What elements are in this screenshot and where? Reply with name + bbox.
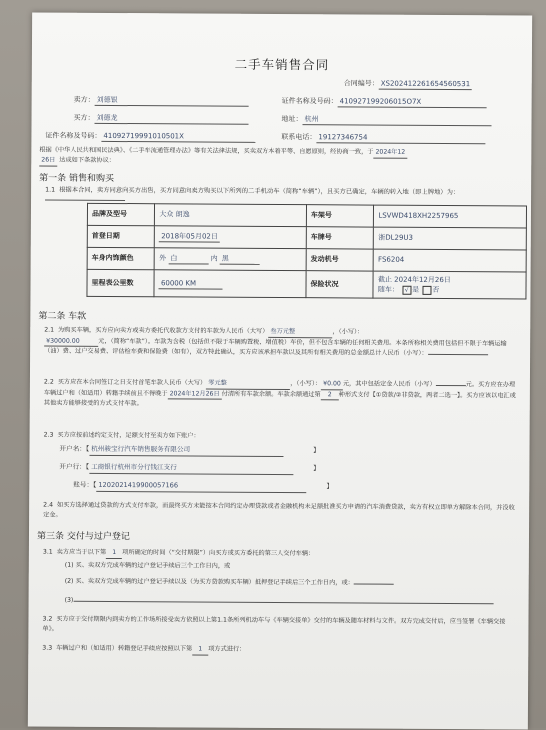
article-1-title: 第一条 销售和购买 [39, 173, 115, 184]
address-label: 地址： [281, 115, 303, 124]
clause-2-2-text-e: 付清所有车款余额。车款余额通过第 [221, 390, 321, 398]
bracket-close: 】 [313, 464, 320, 473]
clause-3-2 [42, 615, 516, 637]
clause-3-3-text-a: 车辆过户和（如适用）转籍登记手续应按照以下第 [56, 644, 193, 653]
delivery-option-1: (1) 买、卖双方完成车辆的过户登记手续后三个工作日内，或 [64, 561, 231, 570]
color-value [155, 248, 307, 271]
reg-date-label: 首登日期 [87, 225, 155, 247]
clause-2-2 [44, 378, 518, 412]
page-title: 二手车销售合同 [234, 56, 330, 73]
preamble-text: 根据《中华人民共和国民法典》、《二手车流通管理办法》等有关法律法规，买卖双方本着平等、自愿原则，经协商一致，于 [39, 146, 374, 156]
preamble-date-day: 26日 [39, 157, 57, 167]
contract-page [28, 12, 532, 729]
vin-value: LSVWD418XH2257965 [374, 205, 527, 228]
deposit-blank [436, 385, 466, 386]
account-number-row [73, 481, 333, 493]
buyer-id-row [45, 131, 255, 143]
contract-number-row [344, 78, 472, 90]
delivery-option-2-blank [354, 583, 394, 584]
clause-2-4-number: 2.4 [43, 501, 54, 509]
clause-2-3 [44, 432, 200, 442]
clause-3-3-text-b: 项方式进行： [208, 645, 246, 653]
insurance-follow-label: 随车： [377, 285, 399, 294]
account-name: 杭州骏宝行汽车销售服务有限公司 [89, 445, 283, 457]
delivery-option-3 [65, 597, 494, 609]
mileage-text: 60000 KM [159, 278, 223, 290]
payment-method-option: 2 [321, 390, 339, 401]
delivery-option-3-blank [73, 601, 493, 605]
buyer-id-label: 证件名称及号码： [45, 131, 102, 140]
insurance-yes-checkbox[interactable]: √ [402, 285, 411, 294]
color-in-prefix: 内 [210, 254, 218, 263]
phone-value: 19127346754 [316, 132, 485, 144]
seller-id-label: 证件名称及号码： [281, 97, 338, 106]
delivery-option-2 [65, 578, 394, 589]
clause-3-1 [43, 549, 314, 561]
transfer-option: 1 [192, 645, 208, 655]
plate-location-blank [45, 200, 125, 201]
seller-id: 410927199206015O7X [338, 96, 487, 108]
engine-value: FS6204 [374, 249, 527, 272]
clause-2-2-text-f: 种形式支付【①贷款/②非贷款，两者二选一】。买方应该以电汇或其他卖方能够接受的方式支付车款。 [43, 390, 516, 408]
account-bank-row [59, 463, 319, 475]
buyer-name: 刘德龙 [95, 113, 249, 125]
account-number: 1202021419900057166 [96, 481, 306, 493]
buyer-row [74, 113, 249, 125]
table-row [87, 247, 526, 272]
insurance-value [373, 271, 526, 299]
insurance-no-checkbox[interactable] [422, 286, 431, 295]
clause-3-2-number: 3.2 [42, 615, 53, 623]
buyer-label: 买方： [73, 113, 95, 122]
seller-name: 刘德银 [95, 95, 249, 107]
address-value: 杭州 [303, 114, 492, 126]
seller-row [74, 95, 249, 107]
delivery-option-3-text: (3) [64, 596, 74, 604]
account-bank: 工商银行杭州市分行钱江支行 [89, 463, 293, 475]
preamble-end: 达成如下条款协议： [59, 156, 116, 164]
down-payment-upper: 零元整 [206, 379, 290, 390]
seller-label: 卖方： [73, 95, 95, 104]
engine-label: 发动机号 [306, 249, 374, 271]
clause-3-1-text-b: 项所确定的时间（“交付期限”）向买方或买方委托的第三人交付车辆： [122, 549, 315, 558]
brand-value: 大众 朗逸 [155, 204, 307, 227]
clause-3-3-number: 3.3 [42, 644, 53, 652]
account-name-row [59, 445, 319, 457]
down-payment-lower: ¥0.00 [321, 379, 343, 390]
buyer-id: 41092719991010501X [101, 131, 255, 143]
color-label: 车身内饰颜色 [87, 247, 155, 269]
clause-2-1-text-a: 为购买车辆，买方应向卖方或卖方委托代收款方支付的车款为人民币（大写） [58, 326, 269, 335]
mileage-label: 里程表公里数 [87, 269, 155, 297]
clause-2-2-text-b: ，（小写）： [290, 380, 322, 388]
clause-2-2-text-d: 元。买方应在办理车辆过户和（如适用）转籍手续前且不得晚于 [43, 381, 516, 397]
preamble [39, 147, 509, 170]
plate-label: 车牌号 [306, 227, 374, 249]
bracket-close: 】 [313, 446, 320, 455]
clause-1-1-text: 根据本合同，卖方同意向买方出售，买方同意向卖方购买以下所列的二手机动车（简称“车辆”），且买方已确定，车辆的转入地（即上牌地）为： [59, 186, 460, 197]
clause-2-1-text-b: ，（小写）： [332, 328, 364, 336]
bracket-close: 】 [326, 482, 333, 491]
clause-3-1-number: 3.1 [42, 548, 53, 556]
preamble-date: 2024年12 [373, 149, 407, 159]
phone-label: 联系电话： [281, 133, 317, 142]
vin-label: 车架号 [306, 205, 374, 227]
mileage-value [154, 270, 306, 298]
clause-2-3-number: 2.3 [43, 431, 54, 439]
article-3-title: 第三条 交付与过户登记 [36, 531, 130, 543]
color-in: 黑 [220, 254, 260, 265]
clause-2-1 [44, 326, 518, 360]
insurance-label: 保险状况 [306, 271, 374, 299]
reg-date-value [155, 226, 307, 249]
seller-id-row [282, 96, 487, 108]
clause-2-4-text: 如买方选择通过贷款的方式支付车款，而最终买方未能按本合同约定办理贷款或者金融机构未足额批准买方申请的汽车消费贷款，卖方有权立即单方解除本合同，并没收定金。 [43, 501, 515, 519]
account-name-label: 开户名：【 [59, 444, 90, 453]
color-out: 白 [168, 253, 208, 264]
clause-2-2-text-a: 买方应在本合同签订之日支付首笔车款人民币（大写） [57, 378, 207, 387]
insurance-no-label: 否 [432, 286, 440, 295]
phone-row [281, 132, 485, 144]
clause-3-1-text-a: 卖方应当于以下第 [56, 548, 107, 556]
clause-2-3-text: 买方应按前述约定支付，足额支付至卖方如下账户： [57, 431, 200, 440]
contract-number: XS20241226165456053​1 [379, 79, 472, 91]
contract-number-label: 合同编号： [343, 79, 379, 88]
account-number-label: 账号：【 [73, 480, 97, 489]
clause-3-3 [42, 645, 245, 656]
article-2-title: 第二条 车款 [38, 311, 87, 322]
table-row [87, 225, 526, 250]
clause-2-4 [43, 501, 517, 523]
clause-1-1-number: 1.1 [45, 186, 56, 194]
clause-2-2-text-c: 元，其中包括定金人民币（小写） [342, 380, 436, 388]
insurance-yes-label: 是 [412, 285, 420, 294]
delivery-option: 1 [106, 549, 122, 559]
address-row [282, 114, 492, 126]
table-row [87, 269, 526, 299]
color-out-prefix: 外 [159, 254, 167, 263]
table-row [87, 203, 526, 228]
vehicle-info-table [86, 203, 527, 300]
reg-date-text: 2018年05月02日 [159, 231, 220, 243]
price-lower: ¥30000.00 [44, 336, 98, 347]
plate-value: 浙DL29U3 [374, 227, 527, 250]
delivery-option-2-text: (2) 买、卖双方完成车辆的过户登记手续以及（为买方贷款购买车辆）抵押登记手续后三个工作日内，或： [64, 577, 354, 587]
total-amount-blank [428, 354, 488, 355]
clause-2-2-number: 2.2 [43, 378, 54, 386]
final-payment-date: 2024年12月26日 [168, 389, 222, 400]
account-bank-label: 开户行：【 [59, 462, 90, 471]
brand-label: 品牌及型号 [87, 203, 155, 225]
clause-2-1-number: 2.1 [44, 326, 55, 334]
clause-2-1-text-c: 元，（简称“车款”）。车款为含税（包括但不限于车辆购置税、增值税）车价，但不包含车辆的任何相关费用。本条所称相关费用包括但不限于车辆运输（油）费、过户交易费、评估检车费和保险费（如有），双方特此确认，买方应该承担车款以及其所有相关费用的总金额总计人民币（小写）： [44, 337, 507, 358]
price-upper: 叁万元整 [268, 327, 332, 338]
clause-3-2-text: 买方应于交付期限内到卖方的工作场所接受卖方依照以上第1.1条所列机动车与《车辆交接单》交付的车辆及随车材料与文件。双方完成交付后，应当签署《车辆交接单》。 [42, 615, 506, 633]
insurance-expire: 截止 2024年12月26日 [377, 275, 451, 285]
